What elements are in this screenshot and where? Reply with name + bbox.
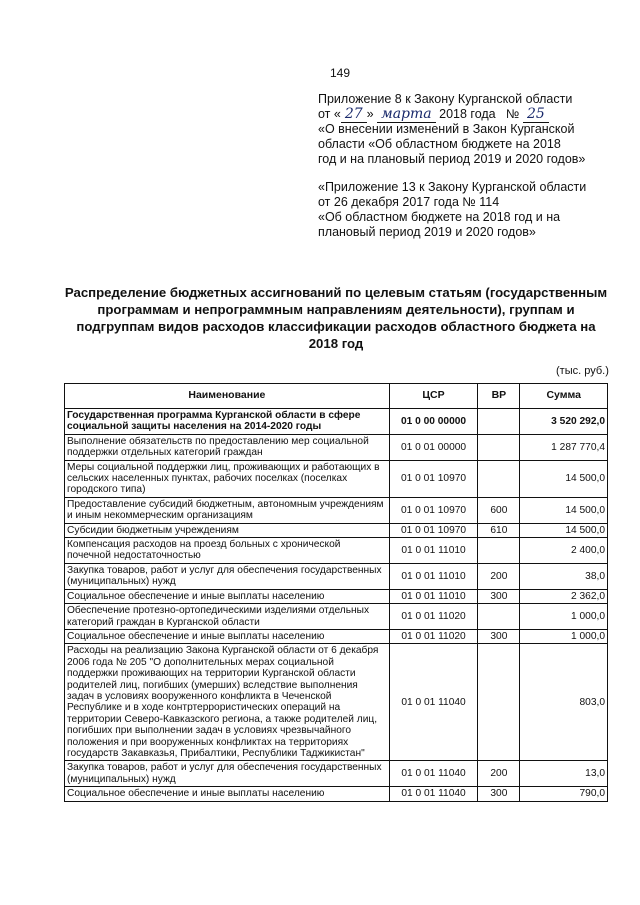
handwritten-month: марта <box>377 106 436 123</box>
year-text: 2018 года <box>439 107 496 121</box>
table-row <box>65 787 608 801</box>
cell-vr: 610 <box>478 523 520 537</box>
cell-csr: 01 0 01 11020 <box>389 629 477 643</box>
cell-vr: 600 <box>478 497 520 523</box>
cell-vr <box>478 604 520 630</box>
cell-sum: 13,0 <box>520 761 608 787</box>
cell-vr: 300 <box>478 629 520 643</box>
annex-current-line5: год и на плановый период 2019 и 2020 годов» <box>318 152 586 166</box>
cell-vr <box>478 460 520 497</box>
budget-table <box>64 383 608 802</box>
cell-vr: 300 <box>478 787 520 801</box>
units-label: (тыс. руб.) <box>556 365 609 377</box>
cell-csr: 01 0 01 00000 <box>389 434 477 460</box>
annex-original-header <box>318 180 608 240</box>
cell-name: Расходы на реализацию Закона Курганской области от 6 декабря 2006 года № 205 "О дополнительных мерах социальной поддержки проживающих на территории Курганской области родителей лиц, погибших (умерших) вследствие выполнения задач в условиях вооруженного конфликта в Чеченской Республике и в ходе контртеррористических операций на территории Северо-Кавказского региона, а также родителей лиц, погибших при выполнении задач в условиях чрезвычайного положения и при вооруженных конфликтах на территориях государств Закавказья, Прибалтики, Республики Таджикистан" <box>65 644 390 761</box>
cell-csr: 01 0 01 11040 <box>389 787 477 801</box>
cell-name: Социальное обеспечение и иные выплаты населению <box>65 787 390 801</box>
cell-csr: 01 0 01 11040 <box>389 644 477 761</box>
cell-sum: 14 500,0 <box>520 497 608 523</box>
cell-sum: 3 520 292,0 <box>520 409 608 435</box>
header-vr: ВР <box>478 384 520 409</box>
cell-vr <box>478 644 520 761</box>
annex-original-line2: от 26 декабря 2017 года № 114 <box>318 195 500 209</box>
cell-sum: 790,0 <box>520 787 608 801</box>
cell-sum: 14 500,0 <box>520 460 608 497</box>
cell-sum: 38,0 <box>520 563 608 589</box>
document-title: Распределение бюджетных ассигнований по целевым статьям (государственным программам и непрограммным направлениям деятельности), группам и подгруппам видов расходов классификации расходов областного бюджета на 2018 год <box>64 285 608 351</box>
cell-name: Компенсация расходов на проезд больных с хронической почечной недостаточностью <box>65 538 390 564</box>
cell-name: Социальное обеспечение и иные выплаты населению <box>65 589 390 603</box>
cell-sum: 1 000,0 <box>520 604 608 630</box>
cell-csr: 01 0 01 10970 <box>389 497 477 523</box>
cell-name: Закупка товаров, работ и услуг для обеспечения государственных (муниципальных) нужд <box>65 563 390 589</box>
number-sign: № <box>506 107 520 121</box>
table-row <box>65 497 608 523</box>
table-row <box>65 644 608 761</box>
annex-original-line4: плановый период 2019 и 2020 годов» <box>318 225 536 239</box>
cell-csr: 01 0 01 11040 <box>389 761 477 787</box>
cell-name: Закупка товаров, работ и услуг для обеспечения государственных (муниципальных) нужд <box>65 761 390 787</box>
cell-sum: 2 362,0 <box>520 589 608 603</box>
table-row <box>65 409 608 435</box>
header-csr: ЦСР <box>389 384 477 409</box>
table-row <box>65 563 608 589</box>
cell-name: Предоставление субсидий бюджетным, автономным учреждениям и иным некоммерческим организациям <box>65 497 390 523</box>
cell-name: Обеспечение протезно-ортопедическими изделиями отдельных категорий граждан в Курганской области <box>65 604 390 630</box>
cell-sum: 2 400,0 <box>520 538 608 564</box>
table-row <box>65 589 608 603</box>
cell-vr <box>478 538 520 564</box>
cell-sum: 1 000,0 <box>520 629 608 643</box>
header-sum: Сумма <box>520 384 608 409</box>
cell-csr: 01 0 01 11010 <box>389 589 477 603</box>
table-row <box>65 538 608 564</box>
table-row <box>65 460 608 497</box>
cell-csr: 01 0 01 11010 <box>389 538 477 564</box>
table-row <box>65 434 608 460</box>
handwritten-number: 25 <box>523 106 549 123</box>
annex-current-line3: «О внесении изменений в Закон Курганской <box>318 122 575 136</box>
cell-name: Социальное обеспечение и иные выплаты населению <box>65 629 390 643</box>
cell-csr: 01 0 01 10970 <box>389 523 477 537</box>
cell-csr: 01 0 01 10970 <box>389 460 477 497</box>
table-row <box>65 629 608 643</box>
annex-original-line3: «Об областном бюджете на 2018 год и на <box>318 210 561 224</box>
cell-vr: 200 <box>478 761 520 787</box>
date-quote-close: » <box>366 107 374 121</box>
annex-current-line1: Приложение 8 к Закону Курганской области <box>318 92 573 106</box>
table-header-row <box>65 384 608 409</box>
date-prefix: от « <box>318 107 341 121</box>
cell-sum: 14 500,0 <box>520 523 608 537</box>
annex-current-line4: области «Об областном бюджете на 2018 <box>318 137 561 151</box>
annex-current-header <box>318 92 608 167</box>
handwritten-day: 27 <box>341 106 367 123</box>
cell-name: Субсидии бюджетным учреждениям <box>65 523 390 537</box>
cell-sum: 1 287 770,4 <box>520 434 608 460</box>
cell-vr <box>478 434 520 460</box>
table-row <box>65 523 608 537</box>
annex-original-line1: «Приложение 13 к Закону Курганской области <box>318 180 587 194</box>
cell-name: Государственная программа Курганской области в сфере социальной защиты населения на 2014-2020 годы <box>65 409 390 435</box>
cell-vr <box>478 409 520 435</box>
cell-sum: 803,0 <box>520 644 608 761</box>
table-row <box>65 604 608 630</box>
cell-csr: 01 0 01 11020 <box>389 604 477 630</box>
annex-current-date-line <box>318 107 608 122</box>
cell-csr: 01 0 00 00000 <box>389 409 477 435</box>
cell-name: Выполнение обязательств по предоставлению мер социальной поддержки отдельных категорий граждан <box>65 434 390 460</box>
cell-vr: 200 <box>478 563 520 589</box>
cell-vr: 300 <box>478 589 520 603</box>
header-name: Наименование <box>65 384 390 409</box>
cell-name: Меры социальной поддержки лиц, проживающих и работающих в сельских населенных пунктах, рабочих поселках (поселках городского типа) <box>65 460 390 497</box>
table-row <box>65 761 608 787</box>
cell-csr: 01 0 01 11010 <box>389 563 477 589</box>
page-number: 149 <box>330 66 351 80</box>
